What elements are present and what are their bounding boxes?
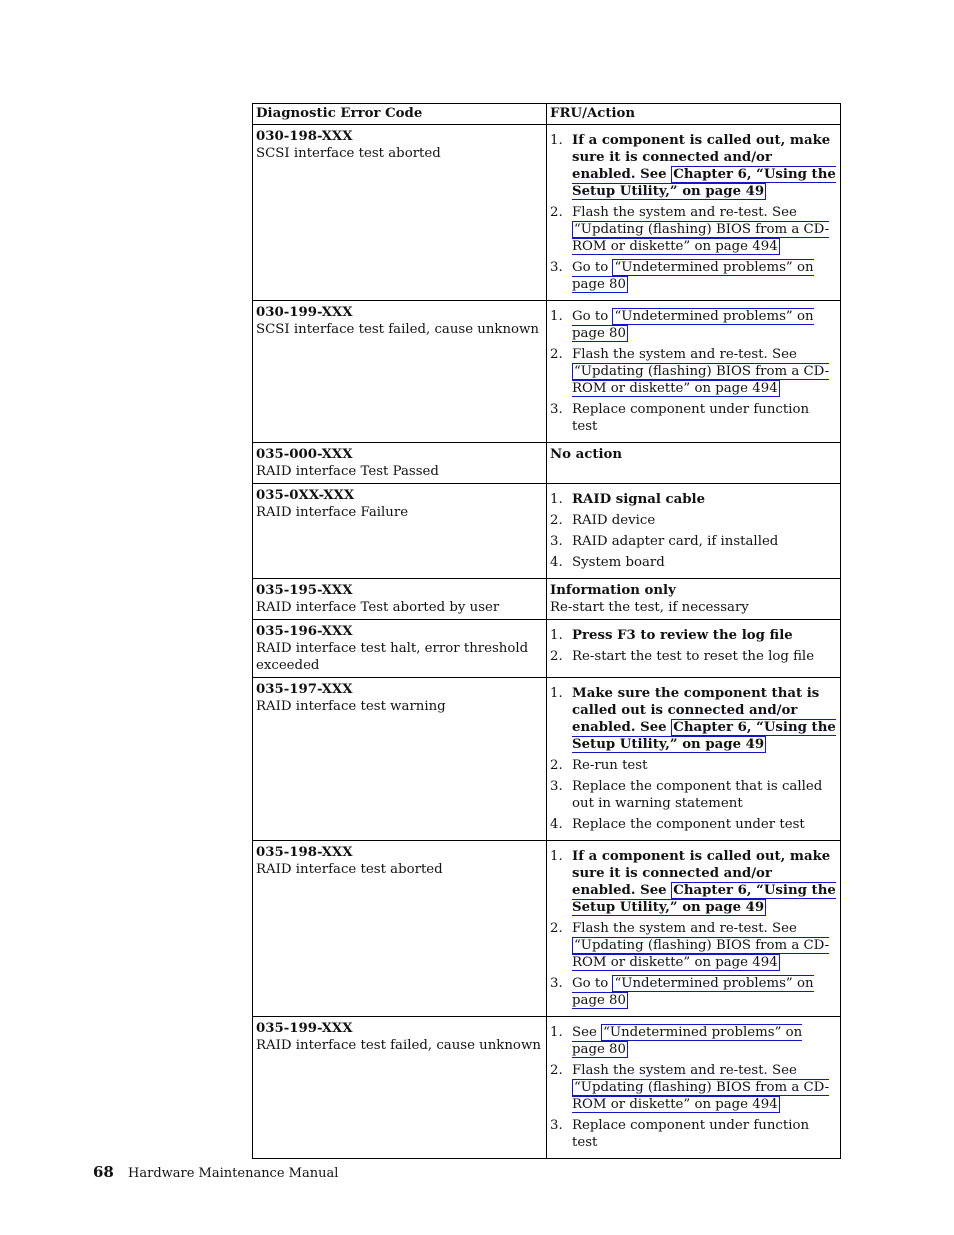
- cross-reference-link[interactable]: “Updating (flashing) BIOS from a CD-ROM or diskette” on page 494: [572, 1080, 830, 1112]
- action-step: [550, 848, 837, 916]
- action-step: [550, 533, 837, 550]
- error-code: 035-000-XXX: [256, 447, 353, 462]
- action-cell: [547, 620, 841, 678]
- step-number: 1.: [550, 849, 563, 864]
- error-description: RAID interface Test aborted by user: [256, 600, 500, 615]
- step-number: 1.: [550, 133, 563, 148]
- step-number: 2.: [550, 921, 563, 936]
- error-code-cell: [253, 443, 547, 484]
- table-row: [253, 678, 841, 841]
- step-text: System board: [572, 555, 665, 570]
- action-cell: [547, 1017, 841, 1159]
- error-code-cell: [253, 301, 547, 443]
- step-number: 1.: [550, 309, 563, 324]
- step-number: 3.: [550, 976, 563, 991]
- table-row: [253, 841, 841, 1017]
- step-number: 2.: [550, 1063, 563, 1078]
- step-text: Flash the system and re-test. See: [572, 1063, 797, 1078]
- action-step: [550, 204, 837, 255]
- table-row: [253, 443, 841, 484]
- table-row: [253, 620, 841, 678]
- error-code: 035-197-XXX: [256, 682, 353, 697]
- action-steps: [550, 308, 837, 435]
- step-number: 3.: [550, 1118, 563, 1133]
- error-code-table: [252, 103, 841, 1159]
- action-step: [550, 757, 837, 774]
- step-number: 3.: [550, 402, 563, 417]
- action-title: No action: [550, 447, 623, 462]
- action-steps: [550, 491, 837, 571]
- action-step: [550, 346, 837, 397]
- table-header-row: [253, 104, 841, 125]
- page-number: 68: [93, 1163, 114, 1181]
- cross-reference-link[interactable]: “Undetermined problems” on page 80: [572, 309, 814, 341]
- action-step: [550, 308, 837, 342]
- step-text: Re-start the test to reset the log file: [572, 649, 815, 664]
- error-description: RAID interface test failed, cause unknown: [256, 1038, 541, 1053]
- error-code-cell: [253, 484, 547, 579]
- step-text: Re-run test: [572, 758, 648, 773]
- step-text: Replace component under function test: [572, 1118, 810, 1150]
- cross-reference-link[interactable]: “Undetermined problems” on page 80: [572, 1025, 803, 1057]
- action-step: [550, 1062, 837, 1113]
- action-cell: [547, 678, 841, 841]
- error-description: RAID interface test aborted: [256, 862, 443, 877]
- step-number: 3.: [550, 779, 563, 794]
- cross-reference-link[interactable]: “Updating (flashing) BIOS from a CD-ROM or diskette” on page 494: [572, 938, 830, 970]
- action-steps: [550, 627, 837, 665]
- error-code-cell: [253, 678, 547, 841]
- column-header-code: Diagnostic Error Code: [253, 104, 547, 125]
- cross-reference-link[interactable]: “Updating (flashing) BIOS from a CD-ROM or diskette” on page 494: [572, 222, 830, 254]
- action-text: Re-start the test, if necessary: [550, 600, 749, 615]
- step-text: Replace component under function test: [572, 402, 810, 434]
- step-text: Go to: [572, 976, 613, 991]
- error-code-cell: [253, 125, 547, 301]
- action-cell: [547, 579, 841, 620]
- cross-reference-link[interactable]: “Undetermined problems” on page 80: [572, 976, 814, 1008]
- action-step: [550, 1117, 837, 1151]
- action-step: [550, 648, 837, 665]
- table-row: [253, 579, 841, 620]
- action-step: [550, 627, 837, 644]
- step-text: RAID adapter card, if installed: [572, 534, 779, 549]
- step-text: RAID device: [572, 513, 656, 528]
- table-row: [253, 1017, 841, 1159]
- error-code: 035-195-XXX: [256, 583, 353, 598]
- action-steps: [550, 848, 837, 1009]
- step-number: 1.: [550, 1025, 563, 1040]
- action-step: [550, 259, 837, 293]
- error-code-cell: [253, 1017, 547, 1159]
- action-cell: [547, 443, 841, 484]
- error-description: RAID interface Failure: [256, 505, 409, 520]
- action-step: [550, 778, 837, 812]
- cross-reference-link[interactable]: Chapter 6, “Using the Setup Utility,” on page 49: [572, 883, 836, 915]
- cross-reference-link[interactable]: Chapter 6, “Using the Setup Utility,” on page 49: [572, 720, 836, 752]
- action-step: [550, 685, 837, 753]
- cross-reference-link[interactable]: “Undetermined problems” on page 80: [572, 260, 814, 292]
- action-step: [550, 554, 837, 571]
- step-text: If a component is called out, make sure it is connected and/or enabled. See: [572, 133, 831, 182]
- step-number: 1.: [550, 492, 563, 507]
- cross-reference-link[interactable]: Chapter 6, “Using the Setup Utility,” on page 49: [572, 167, 836, 199]
- step-number: 4.: [550, 555, 563, 570]
- action-step: [550, 512, 837, 529]
- step-text: Flash the system and re-test. See: [572, 347, 797, 362]
- error-code: 030-199-XXX: [256, 305, 353, 320]
- step-text: Press F3 to review the log file: [572, 628, 793, 643]
- step-text: Flash the system and re-test. See: [572, 205, 797, 220]
- step-number: 2.: [550, 758, 563, 773]
- step-number: 3.: [550, 260, 563, 275]
- step-text: Replace the component under test: [572, 817, 805, 832]
- error-code-cell: [253, 841, 547, 1017]
- error-code: 035-0XX-XXX: [256, 488, 355, 503]
- page-footer: [93, 1163, 338, 1181]
- column-header-action: FRU/Action: [547, 104, 841, 125]
- cross-reference-link[interactable]: “Updating (flashing) BIOS from a CD-ROM or diskette” on page 494: [572, 364, 830, 396]
- error-description: RAID interface test halt, error threshold exceeded: [256, 641, 529, 673]
- action-step: [550, 401, 837, 435]
- table-row: [253, 125, 841, 301]
- step-number: 4.: [550, 817, 563, 832]
- step-text: Go to: [572, 260, 613, 275]
- action-cell: [547, 841, 841, 1017]
- action-steps: [550, 1024, 837, 1151]
- error-code: 035-196-XXX: [256, 624, 353, 639]
- step-number: 2.: [550, 205, 563, 220]
- error-code: 035-198-XXX: [256, 845, 353, 860]
- action-step: [550, 1024, 837, 1058]
- step-number: 2.: [550, 513, 563, 528]
- error-code-cell: [253, 579, 547, 620]
- action-step: [550, 491, 837, 508]
- error-description: SCSI interface test failed, cause unknown: [256, 322, 540, 337]
- step-text: Go to: [572, 309, 613, 324]
- action-title: Information only: [550, 583, 676, 598]
- action-cell: [547, 484, 841, 579]
- table-row: [253, 301, 841, 443]
- action-step: [550, 920, 837, 971]
- action-step: [550, 132, 837, 200]
- step-text: Flash the system and re-test. See: [572, 921, 797, 936]
- error-code-cell: [253, 620, 547, 678]
- error-description: RAID interface test warning: [256, 699, 446, 714]
- action-step: [550, 816, 837, 833]
- document-title: Hardware Maintenance Manual: [128, 1166, 339, 1181]
- error-description: RAID interface Test Passed: [256, 464, 439, 479]
- error-description: SCSI interface test aborted: [256, 146, 441, 161]
- action-steps: [550, 685, 837, 833]
- action-steps: [550, 132, 837, 293]
- step-text: RAID signal cable: [572, 492, 706, 507]
- step-number: 3.: [550, 534, 563, 549]
- step-text: Make sure the component that is called out is connected and/or enabled. See: [572, 686, 820, 735]
- error-code: 030-198-XXX: [256, 129, 353, 144]
- table-row: [253, 484, 841, 579]
- error-code: 035-199-XXX: [256, 1021, 353, 1036]
- action-step: [550, 975, 837, 1009]
- step-text: See: [572, 1025, 602, 1040]
- step-text: If a component is called out, make sure it is connected and/or enabled. See: [572, 849, 831, 898]
- step-text: Replace the component that is called out in warning statement: [572, 779, 823, 811]
- action-cell: [547, 125, 841, 301]
- step-number: 2.: [550, 649, 563, 664]
- step-number: 1.: [550, 628, 563, 643]
- step-number: 2.: [550, 347, 563, 362]
- step-number: 1.: [550, 686, 563, 701]
- action-cell: [547, 301, 841, 443]
